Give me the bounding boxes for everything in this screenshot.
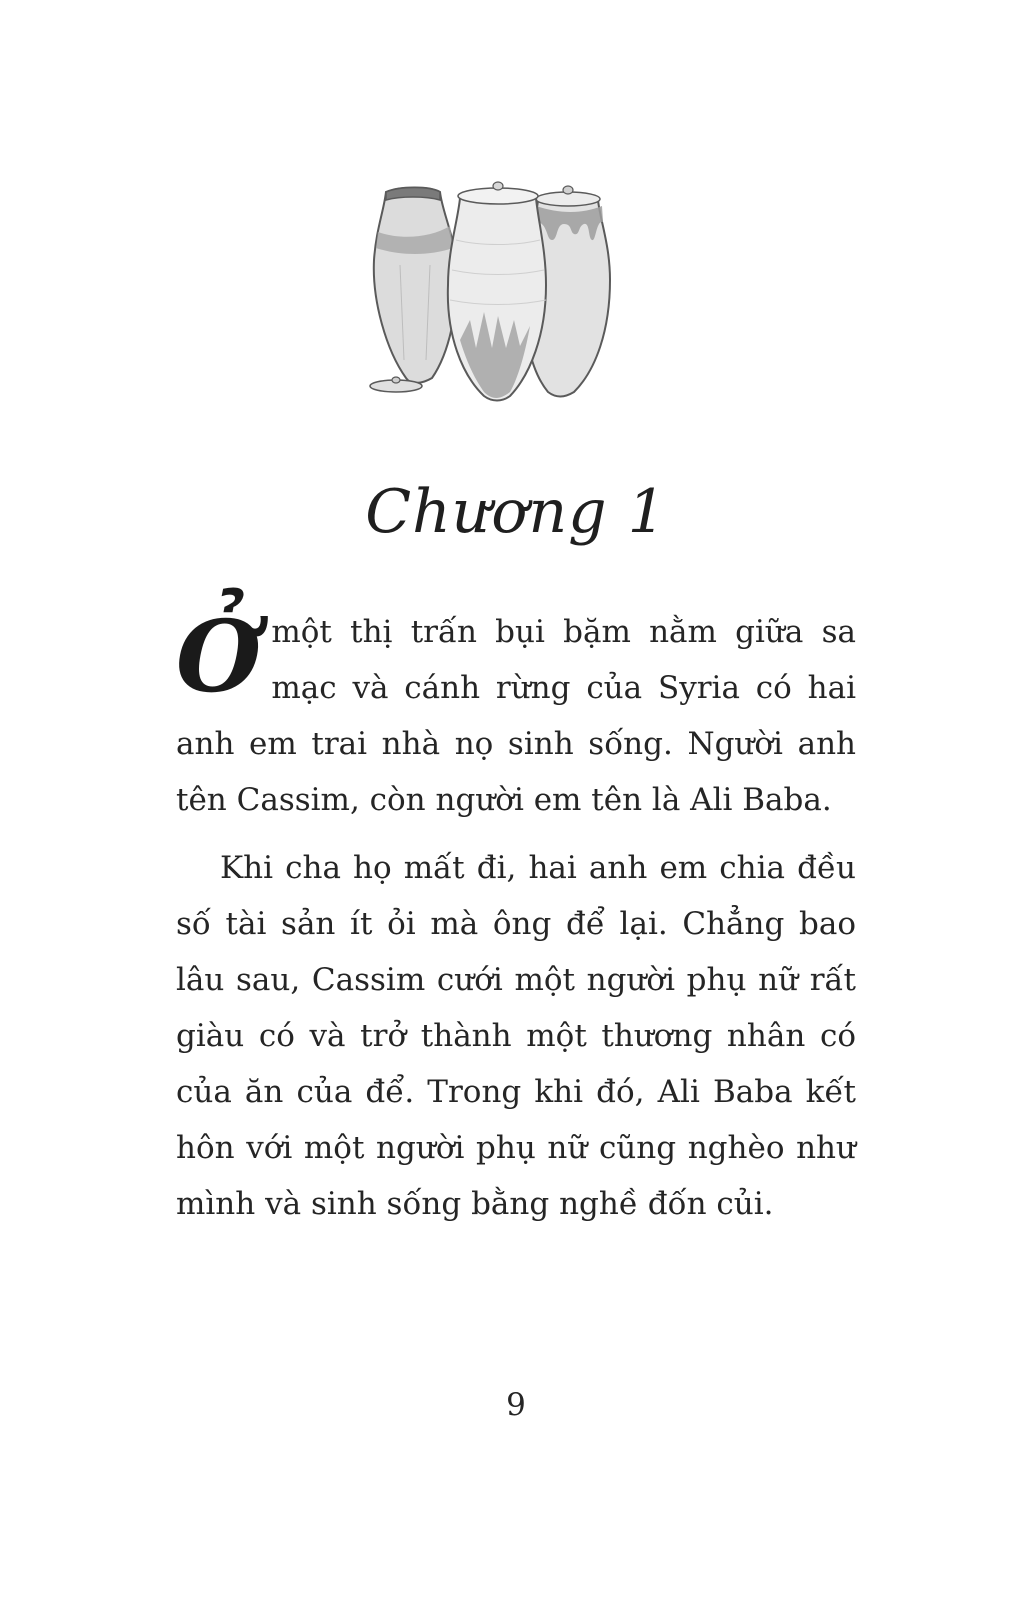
chapter-body: [176, 600, 856, 1244]
three-jars-icon: [360, 170, 660, 420]
chapter-title: Chương 1: [365, 477, 667, 547]
middle-jar: [448, 182, 546, 401]
paragraph-1-text: một thị trấn bụi bặm nằm giữa sa mạc và cánh rừng của Syria có hai anh em trai nhà nọ sinh sống. Người anh tên Cassim, còn người em tên là Ali Baba.: [176, 614, 856, 818]
left-jar: [374, 188, 457, 383]
drop-cap: Ở: [176, 600, 262, 715]
paragraph-2: Khi cha họ mất đi, hai anh em chia đều số tài sản ít ỏi mà ông để lại. Chẳng bao lâu sau, Cassim cưới một người phụ nữ rất giàu có và trở thành một thương nhân có của ăn của để. Trong khi đó, Ali Baba kết hôn với một người phụ nữ cũng nghèo như mình và sinh sống bằng nghề đốn củi.: [176, 850, 856, 1222]
paragraph-1: [176, 600, 856, 828]
page-number: 9: [506, 1387, 526, 1423]
